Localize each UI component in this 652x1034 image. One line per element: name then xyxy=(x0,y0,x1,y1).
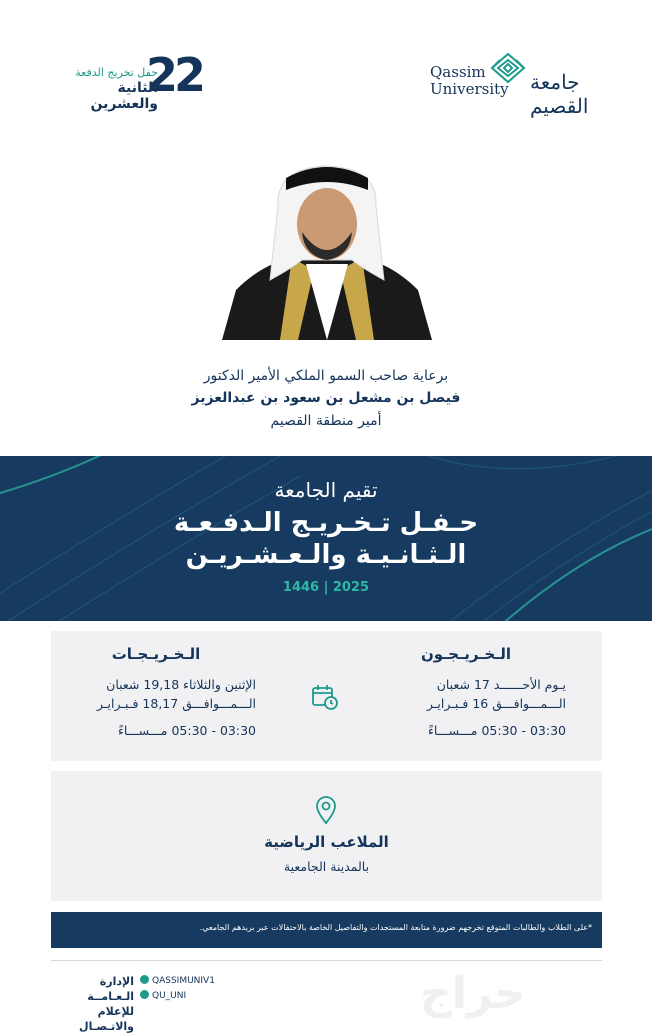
male-heading: الـخـريـجـون xyxy=(420,645,512,663)
banner-host: تقيم الجامعة xyxy=(274,478,378,502)
calendar-icon xyxy=(311,683,339,711)
social-icon xyxy=(140,990,149,999)
footer-divider xyxy=(51,960,602,961)
ceremony-banner xyxy=(0,456,652,621)
social-handle-2[interactable]: QU_UNI xyxy=(140,989,215,1004)
graduation-22-logo xyxy=(48,48,208,112)
notice-text: *على الطلاب والطالبات المتوقع تخرجهم ضرورة متابعة المستجدات والتفاصيل الخاصة بالاحتفالات عبر بريدهم الجامعي. xyxy=(199,923,592,932)
male-time: 03:30 - 05:30 مـــســـاءً xyxy=(427,723,566,738)
venue-panel xyxy=(51,771,602,901)
female-schedule xyxy=(56,645,256,738)
patron-name: فيصل بن مشعل بن سعود بن عبدالعزيز xyxy=(191,390,461,406)
university-emblem-icon xyxy=(488,50,528,86)
haraj-watermark: حراج xyxy=(420,968,526,1019)
social-handles xyxy=(140,974,215,1004)
male-date: الـــمـــوافـــق 16 فـبـرايـر xyxy=(426,696,566,711)
female-time: 03:30 - 05:30 مـــســـاءً xyxy=(117,723,256,738)
banner-title-2: الـثـانـيـة والـعـشـريـن xyxy=(185,540,467,570)
university-name-ar: جامعة القصيم xyxy=(530,70,589,118)
location-pin-icon xyxy=(314,795,338,825)
university-name-en: Qassim University xyxy=(430,63,509,98)
department-name: الإدارة الـعـامــة للإعلام والاتـصـال xyxy=(79,975,134,1033)
logo-edition-big: الثانية والعشرين xyxy=(90,80,158,112)
social-handle-1[interactable]: QASSIMUNIV1 xyxy=(140,974,215,989)
patron-title: أمير منطقة القصيم xyxy=(270,413,382,429)
male-schedule xyxy=(366,645,566,738)
schedule-panel xyxy=(51,631,602,761)
male-day: يـوم الأحــــــد 17 شعبان xyxy=(436,677,566,692)
logo-edition-number: 22 xyxy=(146,48,203,102)
female-heading: الـخـريـجـات xyxy=(111,645,201,663)
social-icon xyxy=(140,975,149,984)
female-day: الإثنين والثلاثاء 19,18 شعبان xyxy=(106,677,256,692)
patron-portrait xyxy=(222,160,432,340)
venue-name: الملاعب الرياضية xyxy=(264,833,389,851)
banner-year: 1446 | 2025 xyxy=(282,580,370,595)
venue-city: بالمدينة الجامعية xyxy=(283,859,370,874)
logo-edition-small: حفل تخريج الدفعة xyxy=(75,66,158,79)
female-date: الـــمـــوافـــق 18,17 فـبـرايـر xyxy=(96,696,256,711)
qassim-university-logo xyxy=(430,50,610,118)
notice-bar xyxy=(51,912,602,948)
patronage-line-1: برعاية صاحب السمو الملكي الأمير الدكتور xyxy=(203,368,449,384)
banner-title-1: حـفـل تـخـريـج الـدفـعـة xyxy=(173,508,479,538)
